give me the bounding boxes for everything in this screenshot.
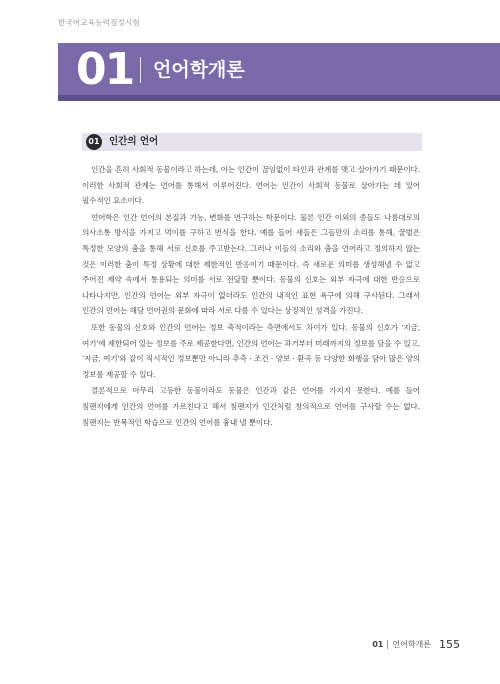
paragraph-4: 결론적으로 아무리 고등한 동물이라도 동물은 인간과 같은 언어를 가지지 못한다. 예를 들어 침팬지에게 인간의 언어를 가르친다고 해서 침팬지가 인간처럼 창의적으로 언어를 구사할 수는 없다. 침팬지는 반복적인 학습으로 인간의 언어를 흉내 낼 뿐이다. <box>82 386 420 427</box>
chapter-divider <box>140 57 141 83</box>
page-number: 155 <box>439 637 460 651</box>
footer-chapter-number: 01 <box>372 639 384 649</box>
chapter-banner <box>58 43 500 101</box>
footer-divider <box>387 640 388 649</box>
section-number-badge: 01 <box>86 134 102 150</box>
body-text <box>82 162 420 431</box>
section-header <box>82 133 422 151</box>
chapter-title: 언어학개론 <box>153 59 245 81</box>
running-head: 한국어교육능력검정시험 <box>58 18 140 27</box>
page-footer <box>372 636 460 652</box>
footer-chapter-title: 언어학개론 <box>392 639 431 649</box>
paragraph-1: 인간을 흔히 사회적 동물이라고 하는데, 이는 인간이 끊임없이 타인과 관계를 맺고 살아가기 때문이다. 이러한 사회적 관계는 언어를 통해서 이루어진다. 언어는 인간이 사회적 동물로 살아가는 데 있어 필수적인 요소이다. <box>82 165 420 206</box>
chapter-number: 01 <box>76 44 134 95</box>
paragraph-3: 또한 동물의 신호와 인간의 언어는 정보 축적이라는 측면에서도 차이가 있다. 동물의 신호가 '지금, 여기'에 제한되어 있는 정보를 주로 제공한다면, 인간의 언어는 과거부터 미래까지의 정보를 담을 수 있고, '지금, 여기'와 같이 직시적인 정보뿐만 아니라 추측 · 조건 · 양보 · 환곡 등 다양한 화행을 담아 많은 양의 정보를 제공할 수 있다. <box>82 322 420 379</box>
section-title: 인간의 언어 <box>109 136 159 147</box>
paragraph-2: 언어학은 인간 언어의 본질과 기능, 변화를 연구하는 학문이다. 물론 인간 이외의 종들도 나름대로의 의사소통 방식을 가지고 먹이를 구하고 번식을 한다. 예를 들어 새들은 그들만의 소리를 통해, 꿀벌은 특정한 모양의 춤을 통해 서로 신호를 주고받는다. 그러나 이들의 소리와 춤을 언어라고 정의하지 않는 것은 이러한 춤이 특정 상황에 대한 제한적인 반응이기 때문이다. 즉 새로운 의미를 생성해낼 수 없고 주어진 제약 속에서 통용되는 의미를 서로 전달할 뿐이다. 동물의 신호는 외부 자극에 대한 반응으로 나타나지만, 인간의 언어는 외부 자극이 없더라도 인간의 내적인 표현 욕구에 의해 구사된다. 그래서 인간의 언어는 해당 언어권의 문화에 따라 서로 다를 수 있다는 상징적인 성격을 가진다. <box>82 212 420 316</box>
